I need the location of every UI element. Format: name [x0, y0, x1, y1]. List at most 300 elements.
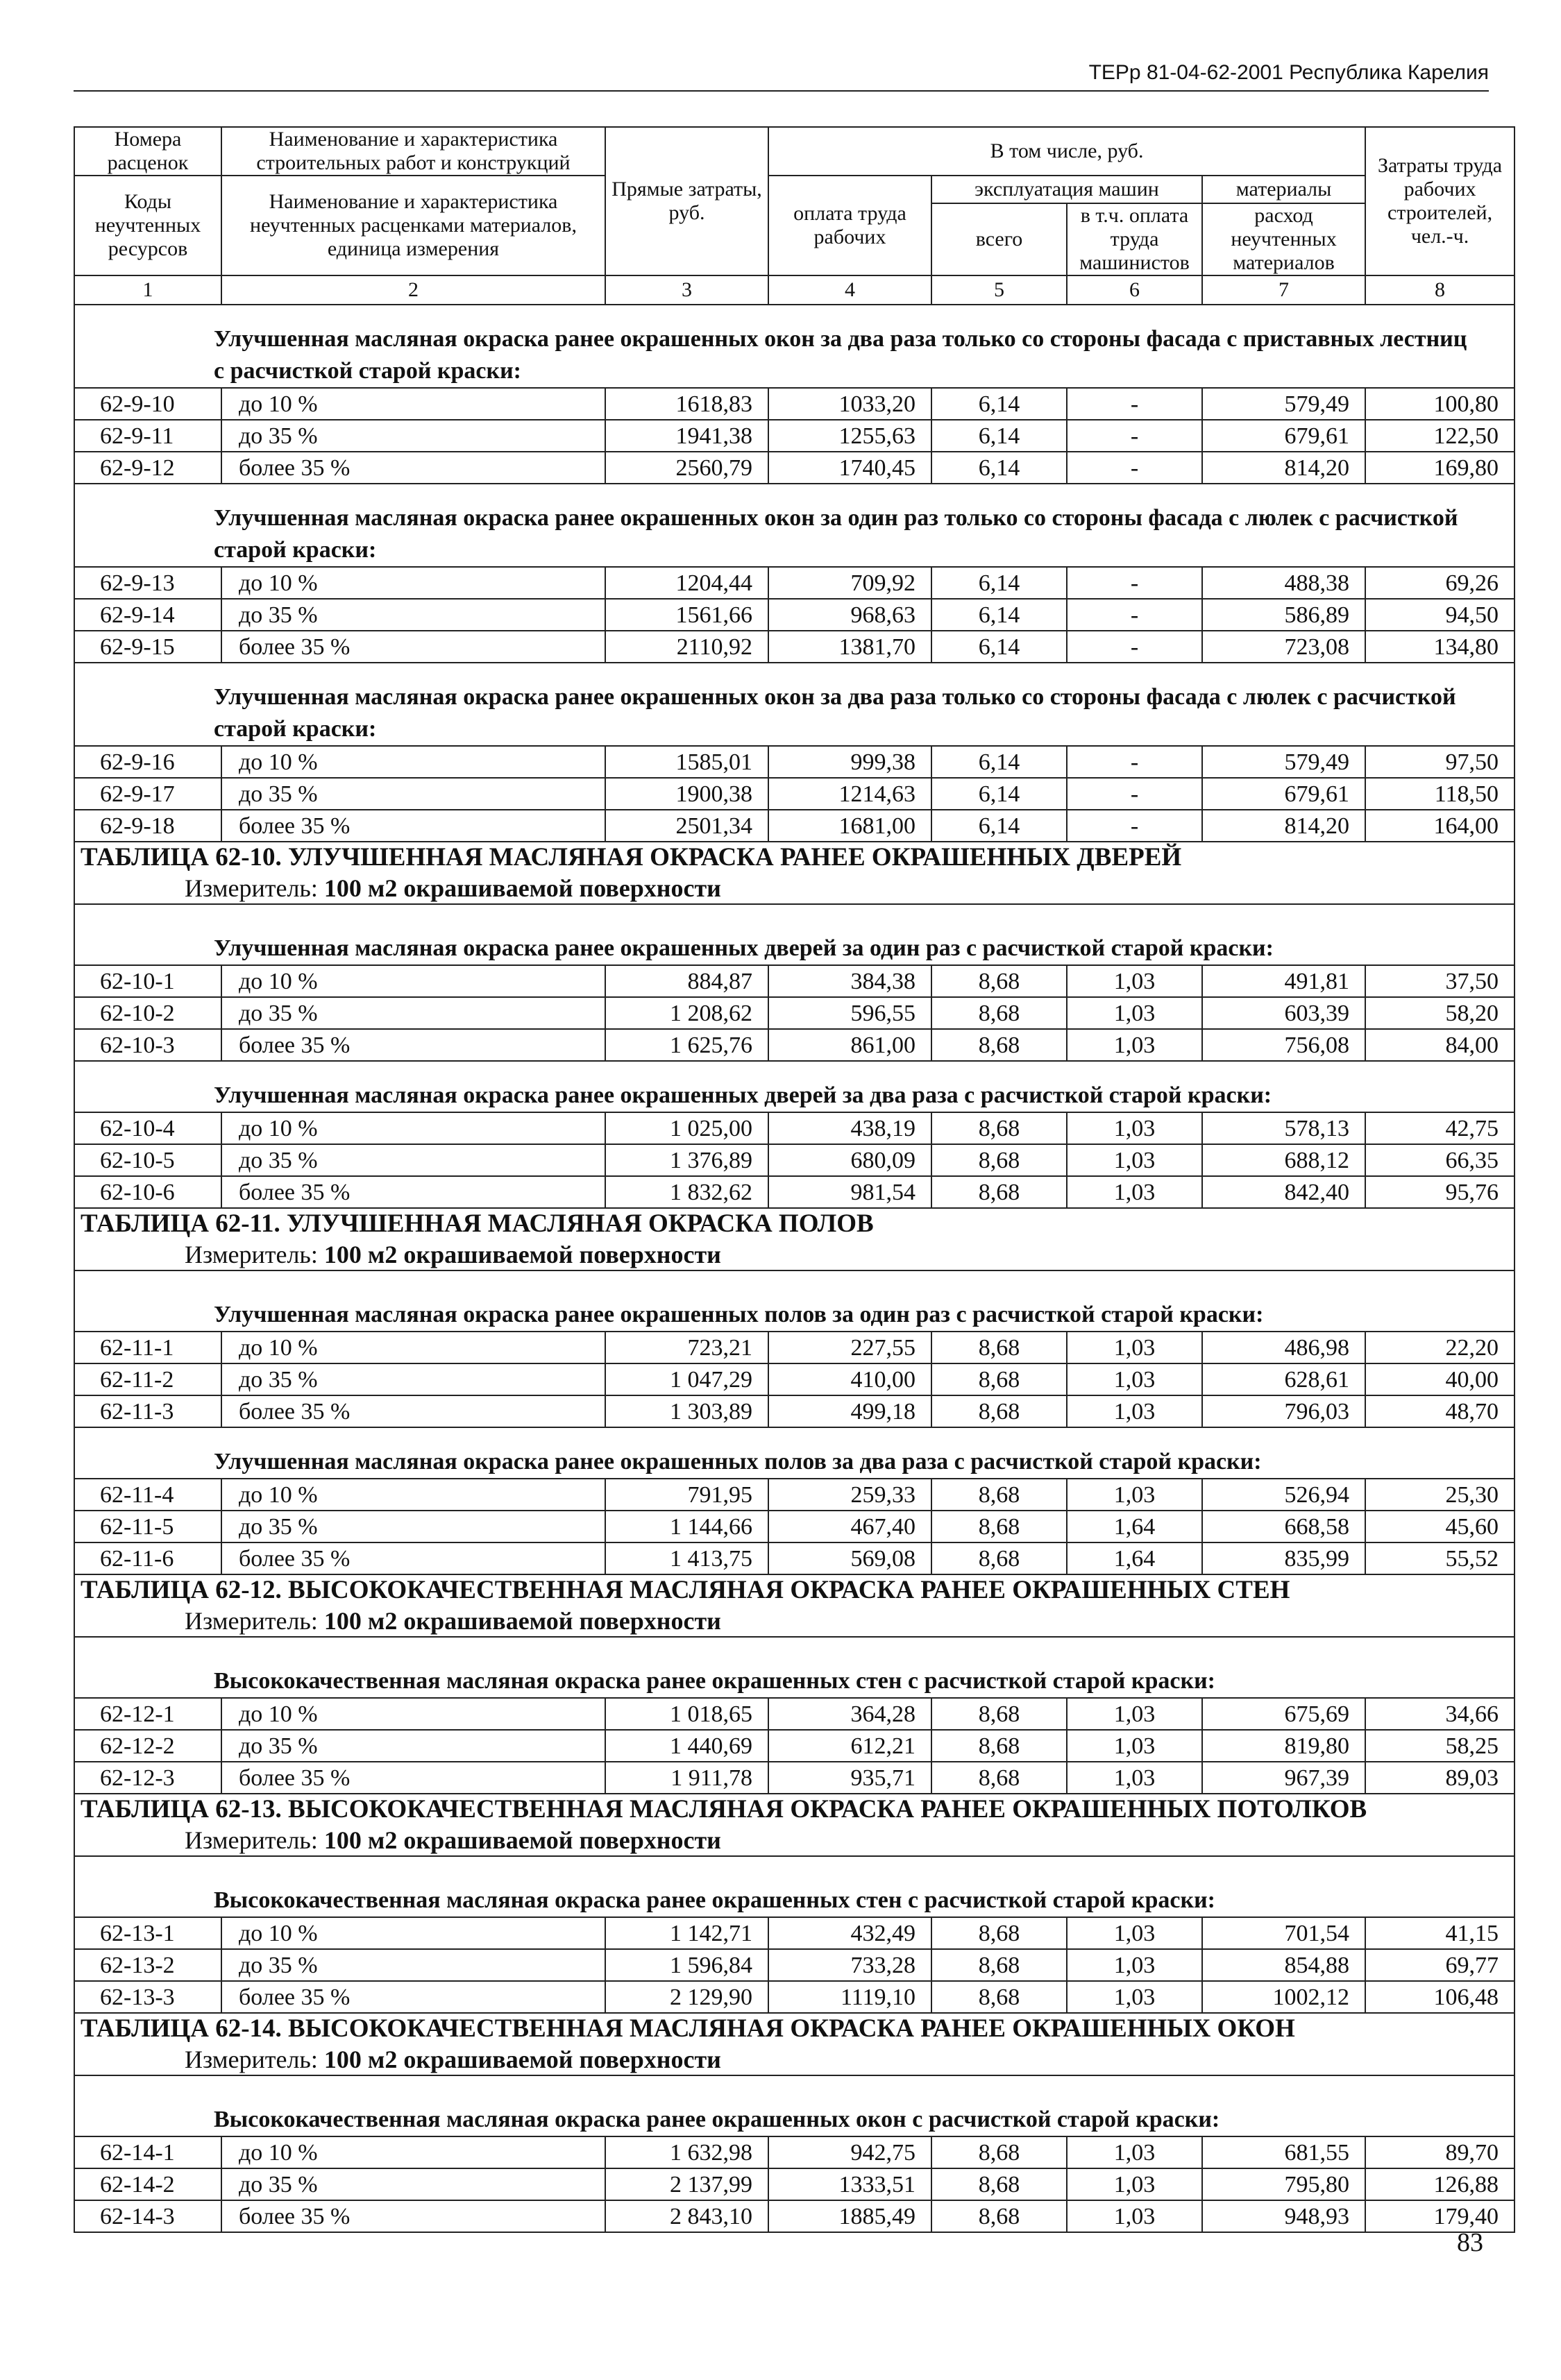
- table-row: [74, 1511, 1514, 1542]
- work-spec: до 10 %: [221, 1332, 605, 1363]
- labor-hours: 97,50: [1365, 746, 1514, 778]
- rate-code: 62-9-16: [74, 746, 221, 778]
- section-heading-row: [74, 1270, 1514, 1332]
- wages: 1885,49: [768, 2200, 931, 2232]
- direct-costs: 2 137,99: [605, 2168, 768, 2200]
- wages: 569,08: [768, 1542, 931, 1574]
- labor-hours: 118,50: [1365, 778, 1514, 810]
- material-use: 679,61: [1202, 778, 1365, 810]
- rate-code: 62-10-3: [74, 1029, 221, 1061]
- material-use: 491,81: [1202, 965, 1365, 997]
- column-number: 1: [74, 275, 221, 305]
- col-head-resource-codes: Коды неучтенных ресурсов: [74, 176, 221, 275]
- rate-code: 62-14-2: [74, 2168, 221, 2200]
- wages: 1740,45: [768, 452, 931, 484]
- direct-costs: 1618,83: [605, 388, 768, 420]
- material-use: 488,38: [1202, 567, 1365, 599]
- work-spec: более 35 %: [221, 631, 605, 663]
- work-spec: до 10 %: [221, 2136, 605, 2168]
- machines-total: 8,68: [931, 1698, 1067, 1730]
- document-id: ТЕРр 81-04-62-2001 Республика Карелия: [1088, 61, 1489, 84]
- material-use: 814,20: [1202, 810, 1365, 842]
- material-use: 486,98: [1202, 1332, 1365, 1363]
- operator-wages: 1,03: [1067, 1029, 1202, 1061]
- rate-code: 62-9-11: [74, 420, 221, 452]
- labor-hours: 122,50: [1365, 420, 1514, 452]
- meter-label: Измеритель:: [185, 1241, 318, 1268]
- wages: 861,00: [768, 1029, 931, 1061]
- table-title-cell: [74, 1794, 1514, 1856]
- direct-costs: 2501,34: [605, 810, 768, 842]
- section-heading-row: [74, 1427, 1514, 1479]
- table-title-cell: [74, 2013, 1514, 2075]
- col-head-materials: материалы: [1202, 176, 1365, 203]
- material-use: 688,12: [1202, 1144, 1365, 1176]
- machines-total: 8,68: [931, 1363, 1067, 1395]
- rate-code: 62-10-5: [74, 1144, 221, 1176]
- table-row: [74, 420, 1514, 452]
- work-spec: до 35 %: [221, 1511, 605, 1542]
- table-title-cell: [74, 1208, 1514, 1270]
- labor-hours: 164,00: [1365, 810, 1514, 842]
- rate-code: 62-10-4: [74, 1112, 221, 1144]
- machines-total: 8,68: [931, 2136, 1067, 2168]
- wages: 1214,63: [768, 778, 931, 810]
- labor-hours: 34,66: [1365, 1698, 1514, 1730]
- rate-code: 62-12-3: [74, 1762, 221, 1794]
- meter-value: 100 м2 окрашиваемой поверхности: [323, 1826, 721, 1854]
- direct-costs: 1900,38: [605, 778, 768, 810]
- section-heading-row: [74, 663, 1514, 746]
- labor-hours: 45,60: [1365, 1511, 1514, 1542]
- direct-costs: 2110,92: [605, 631, 768, 663]
- direct-costs: 1 144,66: [605, 1511, 768, 1542]
- rate-code: 62-11-3: [74, 1395, 221, 1427]
- section-heading-row: [74, 305, 1514, 388]
- section-heading: Высококачественная масляная окраска ранее окрашенных окон с расчисткой старой краски:: [74, 2075, 1514, 2136]
- running-header: [74, 56, 1489, 92]
- work-spec: более 35 %: [221, 452, 605, 484]
- wages: 499,18: [768, 1395, 931, 1427]
- rate-code: 62-12-1: [74, 1698, 221, 1730]
- direct-costs: 1 440,69: [605, 1730, 768, 1762]
- material-use: 603,39: [1202, 997, 1365, 1029]
- table-row: [74, 452, 1514, 484]
- meter-label: Измеритель:: [185, 1826, 318, 1854]
- col-head-material-use: расход неучтенных материалов: [1202, 203, 1365, 275]
- work-spec: более 35 %: [221, 810, 605, 842]
- labor-hours: 25,30: [1365, 1479, 1514, 1511]
- operator-wages: 1,03: [1067, 1144, 1202, 1176]
- labor-hours: 58,20: [1365, 997, 1514, 1029]
- labor-hours: 55,52: [1365, 1542, 1514, 1574]
- direct-costs: 1 018,65: [605, 1698, 768, 1730]
- material-use: 854,88: [1202, 1949, 1365, 1981]
- machines-total: 6,14: [931, 631, 1067, 663]
- labor-hours: 41,15: [1365, 1917, 1514, 1949]
- material-use: 675,69: [1202, 1698, 1365, 1730]
- machines-total: 8,68: [931, 997, 1067, 1029]
- work-spec: до 35 %: [221, 1730, 605, 1762]
- labor-hours: 58,25: [1365, 1730, 1514, 1762]
- labor-hours: 69,77: [1365, 1949, 1514, 1981]
- labor-hours: 69,26: [1365, 567, 1514, 599]
- machines-total: 6,14: [931, 778, 1067, 810]
- labor-hours: 100,80: [1365, 388, 1514, 420]
- machines-total: 6,14: [931, 567, 1067, 599]
- column-number: 6: [1067, 275, 1202, 305]
- machines-total: 8,68: [931, 965, 1067, 997]
- rate-code: 62-10-2: [74, 997, 221, 1029]
- table-body: [74, 305, 1514, 2232]
- section-heading-row: [74, 904, 1514, 965]
- material-use: 701,54: [1202, 1917, 1365, 1949]
- material-use: 967,39: [1202, 1762, 1365, 1794]
- wages: 1119,10: [768, 1981, 931, 2013]
- labor-hours: 95,76: [1365, 1176, 1514, 1208]
- operator-wages: 1,03: [1067, 1762, 1202, 1794]
- direct-costs: 1 832,62: [605, 1176, 768, 1208]
- labor-hours: 22,20: [1365, 1332, 1514, 1363]
- direct-costs: 1 208,62: [605, 997, 768, 1029]
- table-row: [74, 1762, 1514, 1794]
- meter-value: 100 м2 окрашиваемой поверхности: [323, 1241, 721, 1268]
- meter-label: Измеритель:: [185, 874, 318, 902]
- wages: 1333,51: [768, 2168, 931, 2200]
- operator-wages: 1,03: [1067, 1698, 1202, 1730]
- direct-costs: 884,87: [605, 965, 768, 997]
- section-heading: Улучшенная масляная окраска ранее окрашенных дверей за два раза с расчисткой старой краски:: [74, 1061, 1514, 1112]
- wages: 259,33: [768, 1479, 931, 1511]
- table-row: [74, 1730, 1514, 1762]
- table-title: ТАБЛИЦА 62-10. УЛУЧШЕННАЯ МАСЛЯНАЯ ОКРАСКА РАНЕЕ ОКРАШЕННЫХ ДВЕРЕЙ: [81, 843, 1182, 872]
- operator-wages: 1,03: [1067, 1917, 1202, 1949]
- column-number: 5: [931, 275, 1067, 305]
- direct-costs: 2560,79: [605, 452, 768, 484]
- section-heading: Высококачественная масляная окраска ранее окрашенных стен с расчисткой старой краски:: [74, 1637, 1514, 1698]
- work-spec: более 35 %: [221, 1176, 605, 1208]
- section-heading-row: [74, 484, 1514, 567]
- table-row: [74, 1176, 1514, 1208]
- section-heading: Улучшенная масляная окраска ранее окрашенных окон за два раза только со стороны фасада с люлек с расчисткой старой краски:: [74, 663, 1514, 746]
- wages: 438,19: [768, 1112, 931, 1144]
- direct-costs: 1 632,98: [605, 2136, 768, 2168]
- labor-hours: 40,00: [1365, 1363, 1514, 1395]
- work-spec: до 10 %: [221, 1698, 605, 1730]
- table-header: [74, 127, 1514, 305]
- work-spec: до 35 %: [221, 2168, 605, 2200]
- direct-costs: 1 625,76: [605, 1029, 768, 1061]
- wages: 1255,63: [768, 420, 931, 452]
- material-use: 679,61: [1202, 420, 1365, 452]
- direct-costs: 1204,44: [605, 567, 768, 599]
- wages: 384,38: [768, 965, 931, 997]
- col-head-machines: эксплуатация машин: [931, 176, 1202, 203]
- material-use: 1002,12: [1202, 1981, 1365, 2013]
- rate-code: 62-11-6: [74, 1542, 221, 1574]
- table-row: [74, 1029, 1514, 1061]
- section-heading: Улучшенная масляная окраска ранее окрашенных окон за один раз только со стороны фасада с люлек с расчисткой старой краски:: [74, 484, 1514, 567]
- direct-costs: 791,95: [605, 1479, 768, 1511]
- table-meter: [81, 1606, 1508, 1636]
- direct-costs: 1 413,75: [605, 1542, 768, 1574]
- section-heading: Улучшенная масляная окраска ранее окрашенных полов за два раза с расчисткой старой краски:: [74, 1427, 1514, 1479]
- rate-code: 62-11-5: [74, 1511, 221, 1542]
- material-use: 579,49: [1202, 388, 1365, 420]
- machines-total: 8,68: [931, 1511, 1067, 1542]
- wages: 612,21: [768, 1730, 931, 1762]
- table-row: [74, 997, 1514, 1029]
- rate-code: 62-9-12: [74, 452, 221, 484]
- table-row: [74, 778, 1514, 810]
- table-row: [74, 1698, 1514, 1730]
- material-use: 668,58: [1202, 1511, 1365, 1542]
- table-title-row: [74, 2013, 1514, 2075]
- machines-total: 8,68: [931, 1332, 1067, 1363]
- page-number: 83: [1457, 2228, 1483, 2257]
- table-row: [74, 2136, 1514, 2168]
- table-row: [74, 746, 1514, 778]
- material-use: 579,49: [1202, 746, 1365, 778]
- operator-wages: 1,03: [1067, 1395, 1202, 1427]
- operator-wages: 1,03: [1067, 1730, 1202, 1762]
- table-meter: [81, 873, 1508, 903]
- operator-wages: -: [1067, 567, 1202, 599]
- wages: 467,40: [768, 1511, 931, 1542]
- operator-wages: 1,03: [1067, 997, 1202, 1029]
- rate-code: 62-13-3: [74, 1981, 221, 2013]
- labor-hours: 89,70: [1365, 2136, 1514, 2168]
- material-use: 578,13: [1202, 1112, 1365, 1144]
- col-head-operator-wages: в т.ч. оплата труда машинистов: [1067, 203, 1202, 275]
- machines-total: 6,14: [931, 746, 1067, 778]
- table-title-row: [74, 842, 1514, 904]
- machines-total: 8,68: [931, 1949, 1067, 1981]
- labor-hours: 37,50: [1365, 965, 1514, 997]
- machines-total: 8,68: [931, 1144, 1067, 1176]
- wages: 1033,20: [768, 388, 931, 420]
- direct-costs: 723,21: [605, 1332, 768, 1363]
- table-title-row: [74, 1794, 1514, 1856]
- material-use: 814,20: [1202, 452, 1365, 484]
- operator-wages: 1,03: [1067, 965, 1202, 997]
- work-spec: до 10 %: [221, 388, 605, 420]
- operator-wages: -: [1067, 452, 1202, 484]
- labor-hours: 89,03: [1365, 1762, 1514, 1794]
- work-spec: до 10 %: [221, 746, 605, 778]
- rate-code: 62-12-2: [74, 1730, 221, 1762]
- operator-wages: 1,03: [1067, 1332, 1202, 1363]
- rate-code: 62-9-18: [74, 810, 221, 842]
- wages: 942,75: [768, 2136, 931, 2168]
- work-spec: до 10 %: [221, 1112, 605, 1144]
- wages: 968,63: [768, 599, 931, 631]
- machines-total: 6,14: [931, 599, 1067, 631]
- machines-total: 6,14: [931, 388, 1067, 420]
- direct-costs: 1585,01: [605, 746, 768, 778]
- work-spec: до 35 %: [221, 1949, 605, 1981]
- operator-wages: 1,64: [1067, 1542, 1202, 1574]
- rate-code: 62-9-15: [74, 631, 221, 663]
- wages: 999,38: [768, 746, 931, 778]
- section-heading-row: [74, 2075, 1514, 2136]
- meter-value: 100 м2 окрашиваемой поверхности: [323, 1607, 721, 1635]
- column-number: 8: [1365, 275, 1514, 305]
- wages: 680,09: [768, 1144, 931, 1176]
- wages: 981,54: [768, 1176, 931, 1208]
- work-spec: более 35 %: [221, 1029, 605, 1061]
- work-spec: более 35 %: [221, 1395, 605, 1427]
- table-meter: [81, 1239, 1508, 1270]
- rate-code: 62-11-4: [74, 1479, 221, 1511]
- machines-total: 8,68: [931, 1395, 1067, 1427]
- col-head-machines-total: всего: [931, 203, 1067, 275]
- work-spec: до 10 %: [221, 965, 605, 997]
- table-row: [74, 1981, 1514, 2013]
- material-use: 842,40: [1202, 1176, 1365, 1208]
- table-row: [74, 1542, 1514, 1574]
- table-row: [74, 1144, 1514, 1176]
- section-heading: Улучшенная масляная окраска ранее окрашенных окон за два раза только со стороны фасада с приставных лестниц с расчисткой старой краски:: [74, 305, 1514, 388]
- col-head-direct-costs: Прямые затраты, руб.: [605, 127, 768, 275]
- labor-hours: 66,35: [1365, 1144, 1514, 1176]
- rate-code: 62-11-1: [74, 1332, 221, 1363]
- direct-costs: 1 376,89: [605, 1144, 768, 1176]
- operator-wages: 1,03: [1067, 1981, 1202, 2013]
- rate-code: 62-9-14: [74, 599, 221, 631]
- rates-table: [74, 126, 1515, 2233]
- machines-total: 6,14: [931, 452, 1067, 484]
- rate-code: 62-9-10: [74, 388, 221, 420]
- labor-hours: 94,50: [1365, 599, 1514, 631]
- table-row: [74, 2168, 1514, 2200]
- direct-costs: 2 129,90: [605, 1981, 768, 2013]
- column-number: 3: [605, 275, 768, 305]
- work-spec: более 35 %: [221, 2200, 605, 2232]
- material-use: 723,08: [1202, 631, 1365, 663]
- operator-wages: 1,64: [1067, 1511, 1202, 1542]
- table-row: [74, 965, 1514, 997]
- wages: 432,49: [768, 1917, 931, 1949]
- table-row: [74, 1112, 1514, 1144]
- table-row: [74, 1332, 1514, 1363]
- direct-costs: 1 303,89: [605, 1395, 768, 1427]
- material-use: 819,80: [1202, 1730, 1365, 1762]
- wages: 1381,70: [768, 631, 931, 663]
- rate-code: 62-13-2: [74, 1949, 221, 1981]
- section-heading: Высококачественная масляная окраска ранее окрашенных стен с расчисткой старой краски:: [74, 1856, 1514, 1917]
- operator-wages: -: [1067, 599, 1202, 631]
- section-heading-row: [74, 1637, 1514, 1698]
- table-title: ТАБЛИЦА 62-11. УЛУЧШЕННАЯ МАСЛЯНАЯ ОКРАСКА ПОЛОВ: [81, 1209, 874, 1238]
- rate-code: 62-10-1: [74, 965, 221, 997]
- rate-code: 62-14-3: [74, 2200, 221, 2232]
- table-title-row: [74, 1574, 1514, 1637]
- meter-label: Измеритель:: [185, 2046, 318, 2073]
- work-spec: более 35 %: [221, 1762, 605, 1794]
- work-spec: до 10 %: [221, 1479, 605, 1511]
- table-title-row: [74, 1208, 1514, 1270]
- material-use: 796,03: [1202, 1395, 1365, 1427]
- labor-hours: 134,80: [1365, 631, 1514, 663]
- table-row: [74, 567, 1514, 599]
- material-use: 681,55: [1202, 2136, 1365, 2168]
- column-number: 4: [768, 275, 931, 305]
- operator-wages: 1,03: [1067, 1363, 1202, 1395]
- labor-hours: 126,88: [1365, 2168, 1514, 2200]
- machines-total: 8,68: [931, 1176, 1067, 1208]
- operator-wages: -: [1067, 631, 1202, 663]
- operator-wages: -: [1067, 420, 1202, 452]
- operator-wages: -: [1067, 388, 1202, 420]
- material-use: 835,99: [1202, 1542, 1365, 1574]
- column-number: 2: [221, 275, 605, 305]
- rate-code: 62-10-6: [74, 1176, 221, 1208]
- wages: 410,00: [768, 1363, 931, 1395]
- material-use: 948,93: [1202, 2200, 1365, 2232]
- direct-costs: 1941,38: [605, 420, 768, 452]
- section-heading: Улучшенная масляная окраска ранее окрашенных дверей за один раз с расчисткой старой краски:: [74, 904, 1514, 965]
- section-heading-row: [74, 1856, 1514, 1917]
- work-spec: до 10 %: [221, 567, 605, 599]
- table-row: [74, 2200, 1514, 2232]
- wages: 709,92: [768, 567, 931, 599]
- col-head-material-names: Наименование и характеристика неучтенных расценками материалов, единица измерения: [221, 176, 605, 275]
- wages: 596,55: [768, 997, 931, 1029]
- direct-costs: 1 142,71: [605, 1917, 768, 1949]
- work-spec: до 35 %: [221, 599, 605, 631]
- labor-hours: 169,80: [1365, 452, 1514, 484]
- col-head-including: В том числе, руб.: [768, 127, 1365, 176]
- operator-wages: 1,03: [1067, 2168, 1202, 2200]
- table-meter: [81, 2044, 1508, 2075]
- operator-wages: 1,03: [1067, 2136, 1202, 2168]
- col-head-wages: оплата труда рабочих: [768, 176, 931, 275]
- section-heading: Улучшенная масляная окраска ранее окрашенных полов за один раз с расчисткой старой краски:: [74, 1270, 1514, 1332]
- direct-costs: 1561,66: [605, 599, 768, 631]
- material-use: 756,08: [1202, 1029, 1365, 1061]
- wages: 227,55: [768, 1332, 931, 1363]
- machines-total: 8,68: [931, 1112, 1067, 1144]
- work-spec: до 35 %: [221, 997, 605, 1029]
- material-use: 795,80: [1202, 2168, 1365, 2200]
- operator-wages: -: [1067, 810, 1202, 842]
- direct-costs: 1 911,78: [605, 1762, 768, 1794]
- wages: 364,28: [768, 1698, 931, 1730]
- operator-wages: 1,03: [1067, 1479, 1202, 1511]
- rate-code: 62-9-17: [74, 778, 221, 810]
- direct-costs: 1 025,00: [605, 1112, 768, 1144]
- table-title: ТАБЛИЦА 62-12. ВЫСОКОКАЧЕСТВЕННАЯ МАСЛЯНАЯ ОКРАСКА РАНЕЕ ОКРАШЕННЫХ СТЕН: [81, 1576, 1290, 1604]
- machines-total: 8,68: [931, 1981, 1067, 2013]
- col-head-work-name: Наименование и характеристика строительных работ и конструкций: [221, 127, 605, 176]
- table-row: [74, 1363, 1514, 1395]
- column-number: 7: [1202, 275, 1365, 305]
- table-row: [74, 1479, 1514, 1511]
- rate-code: 62-9-13: [74, 567, 221, 599]
- operator-wages: 1,03: [1067, 1112, 1202, 1144]
- rate-code: 62-13-1: [74, 1917, 221, 1949]
- rate-code: 62-14-1: [74, 2136, 221, 2168]
- operator-wages: 1,03: [1067, 1176, 1202, 1208]
- table-row: [74, 599, 1514, 631]
- work-spec: более 35 %: [221, 1542, 605, 1574]
- wages: 733,28: [768, 1949, 931, 1981]
- work-spec: до 35 %: [221, 420, 605, 452]
- machines-total: 6,14: [931, 420, 1067, 452]
- labor-hours: 84,00: [1365, 1029, 1514, 1061]
- labor-hours: 106,48: [1365, 1981, 1514, 2013]
